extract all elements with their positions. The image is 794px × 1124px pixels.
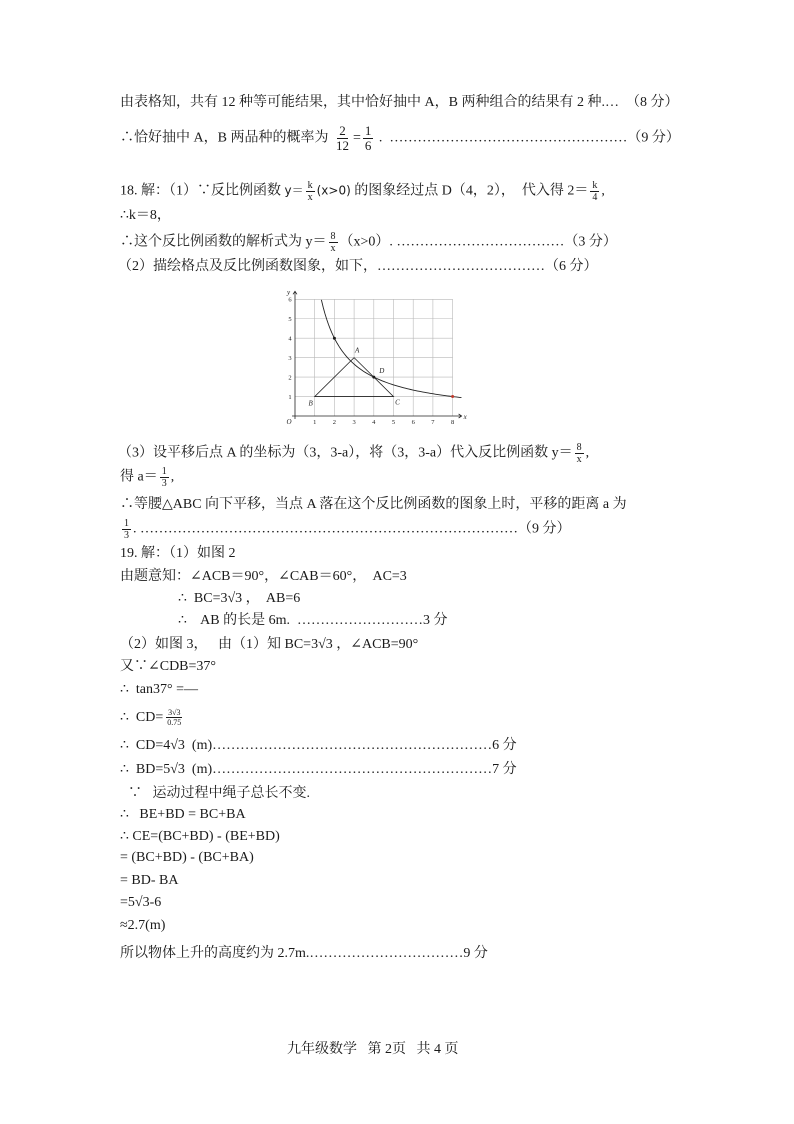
fraction-denominator: x: [576, 454, 582, 465]
x-tick-label: 1: [313, 419, 317, 426]
q17-outcome-count-line: 由表格知，共有 12 种等可能结果，其中恰好抽中 A，B 两种组合的结果有 2 种.… （8 分）: [120, 95, 679, 110]
q18-part3-end: ,: [585, 445, 590, 461]
x-tick-label: 4: [372, 419, 376, 426]
q18-part1-text: 18. 解：（1）∵反比例函数: [120, 183, 285, 199]
fraction-denominator: x: [330, 243, 336, 254]
fraction-denominator: 3: [124, 530, 129, 541]
q18-k-value-line: ∴k＝8，: [120, 208, 171, 223]
q19-tan-line: ∴ tan37° =—: [120, 682, 199, 697]
vertex-label: B: [308, 399, 313, 408]
fraction-numerator: k: [592, 180, 598, 191]
fraction-denominator: 3: [161, 478, 167, 489]
inverse-proportion-graph: [280, 284, 475, 428]
fraction-8-over-x: [575, 442, 584, 465]
q18-part3-text: （3）设平移后点 A 的坐标为（3，3-a），将（3，3-a）代入反比例函数 y＝: [118, 445, 573, 461]
fraction-numerator: 2: [339, 123, 346, 138]
x-tick-label: 3: [352, 419, 356, 426]
q19-ce-approx-line: ≈2.7(m): [120, 918, 166, 933]
y-tick-label: 2: [288, 374, 292, 382]
q19-rope-length-line: ∵ 运动过程中绳子总长不变.: [128, 786, 310, 801]
q19-ce-line: ∴ CE=(BC+BD) - (BE+BD): [120, 829, 280, 844]
fraction-denominator: 0.75: [167, 718, 182, 728]
q18-distance-line: [120, 518, 571, 541]
q19-angle-line: 又∵∠CDB=37°: [120, 659, 217, 674]
fraction-denominator: 4: [592, 192, 598, 203]
q18-a-value-text: 得 a＝: [120, 469, 158, 485]
vertex-label: A: [354, 346, 360, 355]
y-tick-label: 1: [288, 393, 292, 401]
q17-probability-text: ∴恰好抽中 A，B 两品种的概率为: [120, 130, 332, 146]
x-tick-label: 2: [332, 419, 337, 426]
q19-bd-value-line: ∴ BD=5√3 (m)……………………………………………………7 分: [120, 762, 517, 777]
fraction-numerator: 1: [161, 466, 167, 477]
function-domain: (x>0): [316, 183, 351, 198]
q19-ce-step3-line: =5√3-6: [120, 895, 162, 910]
curve-point-dot: [451, 395, 454, 398]
fraction-numerator: 3√3: [168, 708, 181, 718]
fraction-numerator: 8: [576, 442, 582, 453]
fraction-1-over-6: [363, 124, 374, 153]
q18-part1-end: ,: [601, 183, 605, 199]
fraction-k-over-x: [306, 180, 315, 203]
y-tick-label: 3: [288, 354, 292, 362]
q18-expression-score: （x>0）. ………………………………（3 分）: [339, 234, 617, 250]
q18-part3-line: [118, 442, 589, 465]
q18-part1-line: [120, 180, 605, 203]
x-tick-label: 7: [431, 419, 435, 426]
curve-point-dot: [372, 376, 375, 379]
q19-ab-length-line: ∴ AB 的长是 6m. ………………………3 分: [178, 613, 448, 628]
fraction-denominator: x: [307, 192, 313, 203]
fraction-denominator: 6: [364, 138, 372, 153]
q19-ce-step2-line: = BD- BA: [120, 873, 179, 888]
x-axis-label: x: [463, 413, 467, 421]
fraction-numerator: k: [307, 180, 313, 191]
q19-cd-fraction-line: [120, 708, 185, 728]
fraction-3root3-over-0-75: [165, 708, 183, 727]
origin-label: O: [286, 418, 292, 426]
q19-rope-equation-line: ∴ BE+BD = BC+BA: [120, 807, 246, 822]
x-tick-label: 6: [411, 419, 415, 426]
fraction-1-over-3: [122, 518, 131, 541]
y-tick-label: 6: [288, 296, 292, 304]
q19-ce-step1-line: = (BC+BD) - (BC+BA): [120, 850, 254, 865]
q19-cd-value-line: ∴ CD=4√3 (m)……………………………………………………6 分: [120, 738, 517, 753]
q19-conclusion-line: 所以物体上升的高度约为 2.7m.……………………………9 分: [120, 946, 488, 961]
q18-a-value-line: [120, 466, 174, 489]
q19-part2-line: （2）如图 3， 由（1）知 BC=3√3 ，∠ACB=90°: [120, 637, 419, 652]
page-footer: 九年级数学 第 2页 共 4 页: [287, 1042, 459, 1057]
q19-bc-ab-line: ∴ BC=3√3 ， AB=6: [178, 591, 301, 606]
x-tick-label: 5: [391, 419, 396, 426]
q19-cd-text: ∴ CD=: [120, 710, 164, 725]
x-tick-label: 8: [450, 419, 455, 426]
y-tick-label: 4: [288, 335, 292, 343]
fraction-2-over-12: [334, 124, 351, 153]
q19-given-line: 由题意知：∠ACB＝90°，∠CAB＝60°， AC=3: [120, 569, 407, 584]
fraction-1-over-3: [160, 466, 169, 489]
curve-point-dot: [333, 337, 336, 340]
q18-part2-line: （2）描绘格点及反比例函数图象，如下，………………………………（6 分）: [118, 259, 598, 274]
q18-translation-line: ∴等腰△ABC 向下平移，当点 A 落在这个反比例函数的图象上时，平移的距离 a 为: [120, 497, 627, 512]
q19-heading-line: 19. 解：（1）如图 2: [120, 546, 236, 561]
inverse-proportion-curve: [321, 300, 461, 398]
fraction-k-over-4: [590, 180, 599, 203]
fraction-numerator: 8: [330, 231, 336, 242]
vertex-label: C: [395, 398, 400, 407]
fraction-denominator: 12: [335, 138, 349, 153]
q18-distance-score: . ………………………………………………………………………（9 分）: [133, 521, 571, 537]
q17-probability-line: [120, 124, 680, 153]
q17-score-leader: . ……………………………………………（9 分）: [375, 130, 680, 146]
q18-expression-text: ∴这个反比例函数的解析式为 y＝: [120, 234, 327, 250]
q18-part1-middle-text: 的图象经过点 D（4，2）， 代入得 2＝: [350, 183, 589, 199]
fraction-8-over-x: [329, 231, 338, 254]
function-lhs: y＝: [284, 183, 304, 198]
point-d-label: D: [379, 367, 385, 376]
q18-expression-line: [120, 231, 617, 254]
equals-sign: =: [352, 130, 361, 146]
fraction-numerator: 1: [124, 518, 129, 529]
fraction-numerator: 1: [364, 123, 372, 138]
q18-a-value-end: ,: [170, 469, 175, 485]
y-axis-label: y: [287, 288, 291, 297]
y-tick-label: 5: [288, 316, 292, 324]
